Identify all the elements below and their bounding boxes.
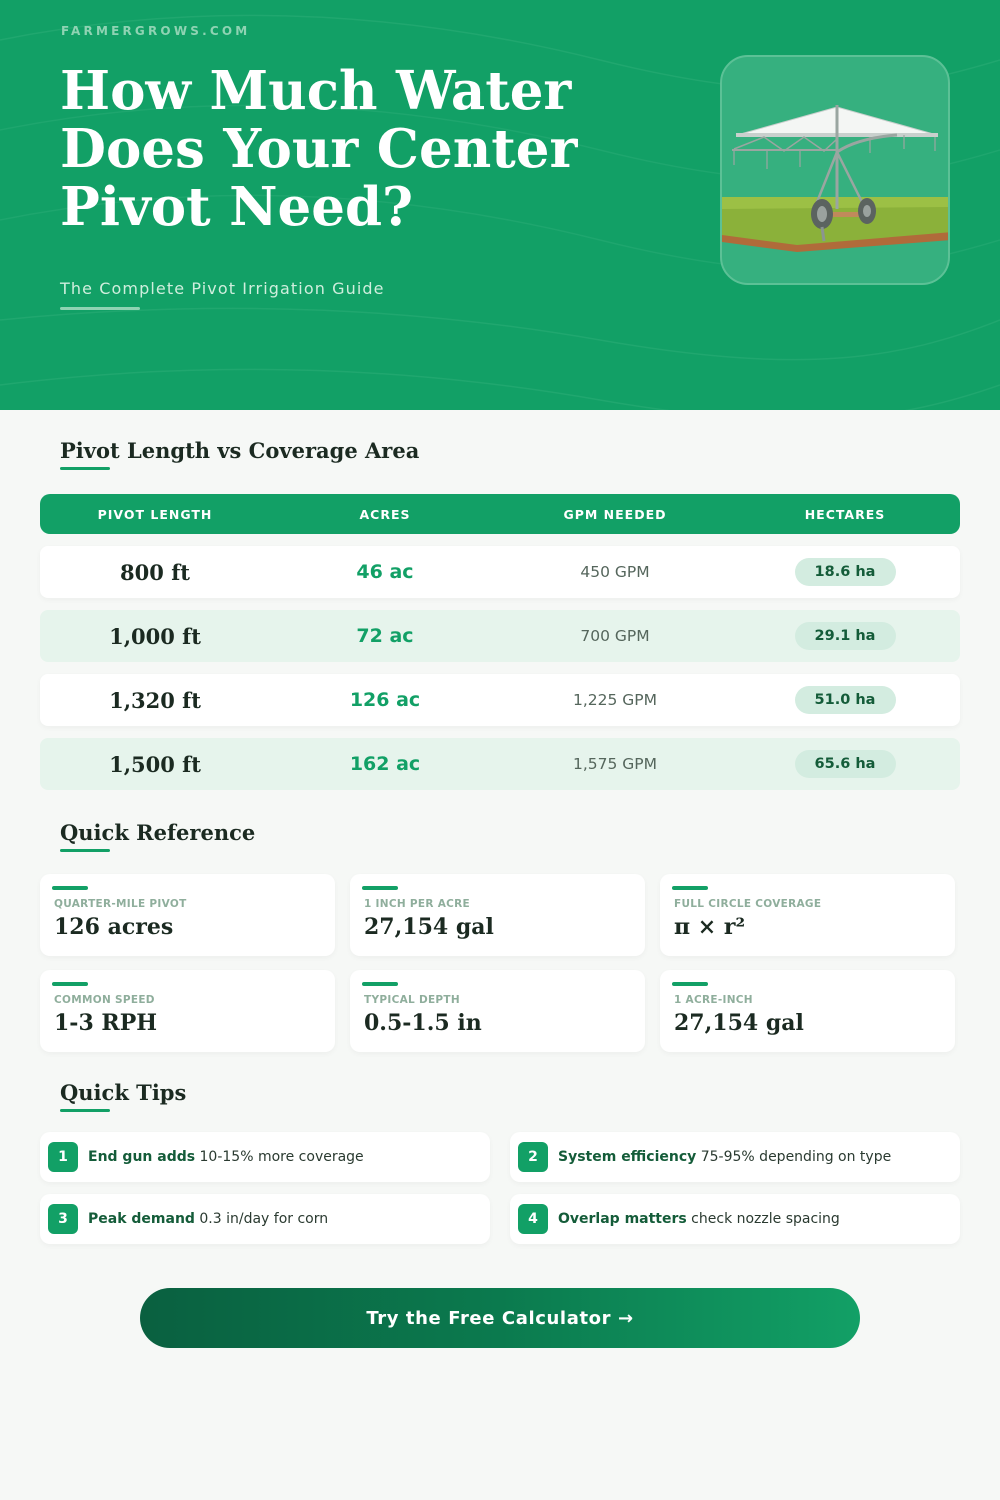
reference-card bbox=[660, 874, 955, 956]
tip-detail: 0.3 in/day for corn bbox=[194, 1211, 329, 1227]
reference-label: TYPICAL DEPTH bbox=[364, 994, 460, 1006]
tip-text bbox=[558, 1211, 840, 1227]
table-row bbox=[40, 610, 960, 662]
column-header-acres: ACRES bbox=[359, 506, 411, 522]
gpm-cell: 700 GPM bbox=[580, 627, 650, 645]
tip-item bbox=[40, 1132, 490, 1182]
tip-detail: check nozzle spacing bbox=[686, 1211, 840, 1227]
tip-text bbox=[88, 1211, 328, 1227]
tip-text bbox=[558, 1149, 891, 1165]
tip-highlight: Overlap matters bbox=[558, 1211, 687, 1227]
card-accent-bar bbox=[672, 982, 708, 986]
pivot-length-cell: 1,320 ft bbox=[109, 687, 201, 713]
hero-banner bbox=[0, 0, 1000, 410]
pivot-length-cell: 1,500 ft bbox=[109, 751, 201, 777]
brand-name: FARMERGROWS.COM bbox=[61, 24, 251, 38]
hectares-badge: 65.6 ha bbox=[795, 750, 896, 778]
tip-detail: 10-15% more coverage bbox=[195, 1149, 364, 1165]
reference-label: QUARTER-MILE PIVOT bbox=[54, 898, 187, 910]
hectares-badge: 29.1 ha bbox=[795, 622, 896, 650]
pivot-length-cell: 800 ft bbox=[120, 559, 190, 585]
tip-highlight: System efficiency bbox=[558, 1149, 697, 1165]
coverage-section-title: Pivot Length vs Coverage Area bbox=[60, 438, 420, 463]
page-subtitle: The Complete Pivot Irrigation Guide bbox=[60, 279, 385, 298]
reference-card bbox=[660, 970, 955, 1052]
tip-number-badge: 2 bbox=[518, 1142, 548, 1172]
hectares-badge: 51.0 ha bbox=[795, 686, 896, 714]
column-header-gpm: GPM NEEDED bbox=[563, 506, 667, 522]
tip-highlight: End gun adds bbox=[88, 1149, 196, 1165]
reference-value: 126 acres bbox=[54, 914, 174, 940]
page-title: How Much Water Does Your Center Pivot Need? bbox=[60, 60, 578, 238]
reference-card bbox=[350, 874, 645, 956]
center-pivot-illustration bbox=[720, 55, 950, 285]
column-header-pivot-length: PIVOT LENGTH bbox=[97, 506, 213, 522]
acres-cell: 126 ac bbox=[349, 689, 421, 711]
gpm-cell: 1,225 GPM bbox=[572, 691, 658, 709]
card-accent-bar bbox=[52, 982, 88, 986]
tip-highlight: Peak demand bbox=[88, 1211, 195, 1227]
tips-section-title: Quick Tips bbox=[60, 1080, 187, 1105]
section-underline bbox=[60, 1109, 110, 1112]
reference-value: π × r² bbox=[674, 914, 746, 940]
section-underline bbox=[60, 849, 110, 852]
reference-label: 1 ACRE-INCH bbox=[674, 994, 753, 1006]
tip-item bbox=[40, 1194, 490, 1244]
reference-value: 0.5-1.5 in bbox=[364, 1010, 482, 1036]
reference-label: COMMON SPEED bbox=[54, 994, 155, 1006]
free-calculator-button[interactable]: Try the Free Calculator → bbox=[140, 1288, 860, 1348]
card-accent-bar bbox=[52, 886, 88, 890]
card-accent-bar bbox=[362, 982, 398, 986]
column-header-hectares: HECTARES bbox=[804, 506, 886, 522]
subtitle-underline bbox=[60, 307, 140, 310]
reference-value: 27,154 gal bbox=[364, 914, 494, 940]
tip-text bbox=[88, 1149, 364, 1165]
reference-card bbox=[40, 874, 335, 956]
tip-item bbox=[510, 1132, 960, 1182]
tip-detail: 75-95% depending on type bbox=[696, 1149, 892, 1165]
reference-value: 1-3 RPH bbox=[54, 1010, 158, 1036]
reference-value: 27,154 gal bbox=[674, 1010, 804, 1036]
reference-label: 1 INCH PER ACRE bbox=[364, 898, 471, 910]
table-row bbox=[40, 738, 960, 790]
reference-card bbox=[40, 970, 335, 1052]
reference-section-title: Quick Reference bbox=[60, 820, 256, 845]
reference-card bbox=[350, 970, 645, 1052]
gpm-cell: 450 GPM bbox=[580, 563, 650, 581]
tip-item bbox=[510, 1194, 960, 1244]
coverage-table-header bbox=[40, 494, 960, 534]
table-row bbox=[40, 546, 960, 598]
acres-cell: 162 ac bbox=[349, 753, 421, 775]
tip-number-badge: 4 bbox=[518, 1204, 548, 1234]
card-accent-bar bbox=[672, 886, 708, 890]
reference-label: FULL CIRCLE COVERAGE bbox=[674, 898, 822, 910]
section-underline bbox=[60, 467, 110, 470]
hectares-badge: 18.6 ha bbox=[795, 558, 896, 586]
tip-number-badge: 3 bbox=[48, 1204, 78, 1234]
pivot-length-cell: 1,000 ft bbox=[109, 623, 201, 649]
card-accent-bar bbox=[362, 886, 398, 890]
gpm-cell: 1,575 GPM bbox=[572, 755, 658, 773]
table-row bbox=[40, 674, 960, 726]
acres-cell: 72 ac bbox=[356, 625, 414, 647]
acres-cell: 46 ac bbox=[356, 561, 414, 583]
tip-number-badge: 1 bbox=[48, 1142, 78, 1172]
